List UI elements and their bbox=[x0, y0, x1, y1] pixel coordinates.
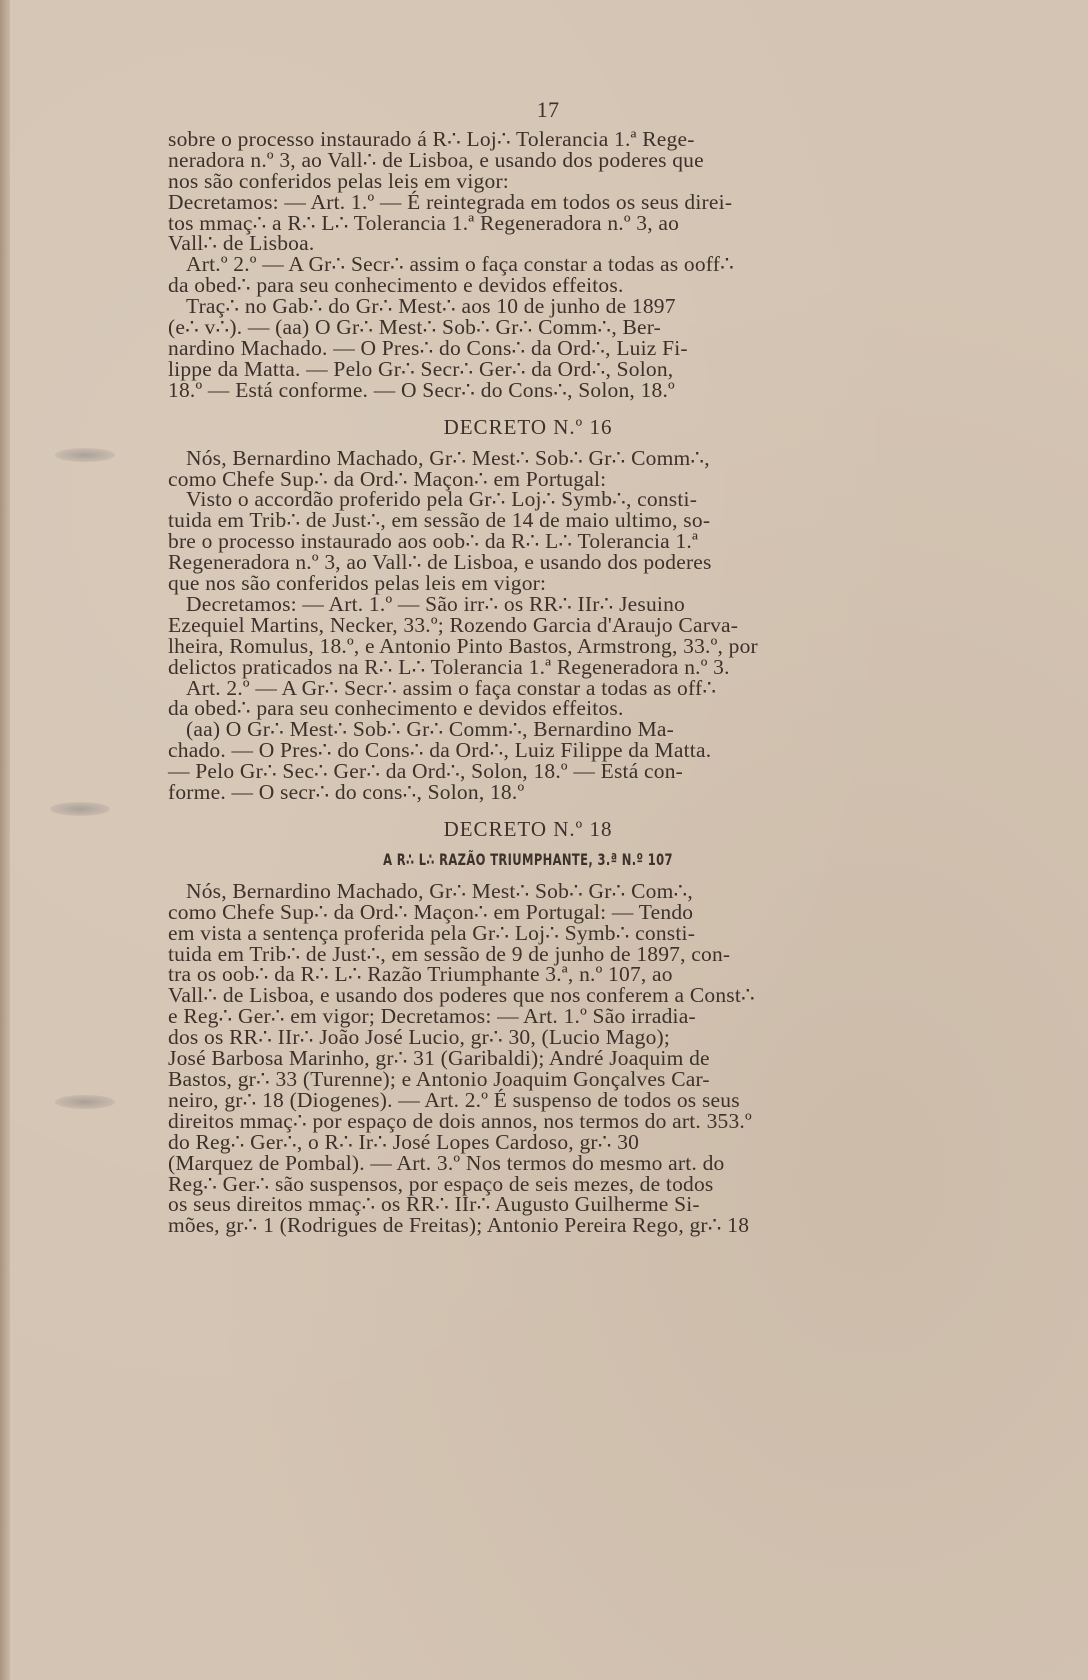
text-line: Vall∴ de Lisboa, e usando dos poderes que nos conferem a Const∴ bbox=[168, 983, 755, 1008]
text-line: Visto o accordão proferido pela Gr∴ Loj∴ Symb∴, consti- bbox=[186, 487, 698, 512]
text-line: tuida em Trib∴ de Just∴, em sessão de 9 de junho de 1897, con- bbox=[168, 941, 731, 966]
text-line: os seus direitos mmaç∴ os RR∴ IIr∴ Augusto Guilherme Si- bbox=[168, 1192, 700, 1217]
text-line: — Pelo Gr∴ Sec∴ Ger∴ da Ord∴, Solon, 18.º — Está con- bbox=[168, 759, 684, 784]
text-line: Decretamos: — Art. 1.º — São irr∴ os RR∴ IIr∴ Jesuino bbox=[186, 591, 685, 616]
text-line: mões, gr∴ 1 (Rodrigues de Freitas); Antonio Pereira Rego, gr∴ 18 bbox=[168, 1213, 750, 1238]
ink-stain bbox=[50, 802, 110, 816]
text-line: como Chefe Sup∴ da Ord∴ Maçon∴ em Portugal: — Tendo bbox=[168, 899, 694, 924]
text-line: como Chefe Sup∴ da Ord∴ Maçon∴ em Portugal: bbox=[168, 466, 607, 491]
text-line: chado. — O Pres∴ do Cons∴ da Ord∴, Luiz Filippe da Matta. bbox=[168, 738, 712, 763]
text-line: 18.º — Está conforme. — O Secr∴ do Cons∴, Solon, 18.º bbox=[168, 377, 675, 402]
text-line: em vista a sentença proferida pela Gr∴ Loj∴ Symb∴ consti- bbox=[168, 920, 696, 945]
text-line: Ezequiel Martins, Necker, 33.º; Rozendo Garcia d'Araujo Carva- bbox=[168, 612, 739, 637]
text-line: forme. — O secr∴ do cons∴, Solon, 18.º bbox=[168, 780, 525, 805]
text-line: José Barbosa Marinho, gr∴ 31 (Garibaldi); André Joaquim de bbox=[168, 1046, 710, 1071]
text-line: neiro, gr∴ 18 (Diogenes). — Art. 2.º É suspenso de todos os seus bbox=[168, 1087, 740, 1112]
text-line: Traç∴ no Gab∴ do Gr∴ Mest∴ aos 10 de junho de 1897 bbox=[186, 294, 676, 319]
ink-stain bbox=[55, 448, 115, 462]
text-line: sobre o processo instaurado á R∴ Loj∴ Tolerancia 1.ª Rege- bbox=[168, 126, 695, 151]
text-line: direitos mmaç∴ por espaço de dois annos, nos termos do art. 353.º bbox=[168, 1108, 752, 1133]
text-line: do Reg∴ Ger∴, o R∴ Ir∴ José Lopes Cardoso, gr∴ 30 bbox=[168, 1129, 640, 1154]
text-line: tra os oob∴ da R∴ L∴ Razão Triumphante 3.ª, n.º 107, ao bbox=[168, 962, 673, 987]
text-line: da obed∴ para seu conhecimento e devidos effeitos. bbox=[168, 696, 624, 721]
text-line: Regeneradora n.º 3, ao Vall∴ de Lisboa, e usando dos poderes bbox=[168, 550, 712, 575]
text-line: Reg∴ Ger∴ são suspensos, por espaço de seis mezes, de todos bbox=[168, 1171, 714, 1196]
text-line: delictos praticados na R∴ L∴ Tolerancia 1.ª Regeneradora n.º 3. bbox=[168, 654, 730, 679]
text-line: Nós, Bernardino Machado, Gr∴ Mest∴ Sob∴ Gr∴ Comm∴, bbox=[186, 445, 710, 470]
decree-18-heading: DECRETO N.º 18 bbox=[443, 817, 613, 841]
text-line: e Reg∴ Ger∴ em vigor; Decretamos: — Art. 1.º São irradia- bbox=[168, 1004, 696, 1029]
text-line: (Marquez de Pombal). — Art. 3.º Nos termos do mesmo art. do bbox=[168, 1150, 725, 1175]
decree-16-heading: DECRETO N.º 16 bbox=[443, 414, 613, 439]
text-column bbox=[168, 97, 888, 1238]
decree-18-subheading: A R∴ L∴ RAZÃO TRIUMPHANTE, 3.ª N.º 107 bbox=[383, 849, 673, 869]
text-line: Decretamos: — Art. 1.º — É reintegrada em todos os seus direi- bbox=[168, 189, 733, 214]
page-edge bbox=[0, 0, 10, 1680]
text-line: tos mmaç∴ a R∴ L∴ Tolerancia 1.ª Regeneradora n.º 3, ao bbox=[168, 210, 680, 235]
text-line: (e∴ v∴). — (aa) O Gr∴ Mest∴ Sob∴ Gr∴ Comm∴, Ber- bbox=[168, 315, 662, 340]
text-line: (aa) O Gr∴ Mest∴ Sob∴ Gr∴ Comm∴, Bernardino Ma- bbox=[186, 717, 675, 742]
text-line: nardino Machado. — O Pres∴ do Cons∴ da Ord∴, Luiz Fi- bbox=[168, 335, 688, 360]
text-line: Vall∴ de Lisboa. bbox=[168, 231, 315, 256]
page-number: 17 bbox=[536, 97, 560, 122]
text-line: Bastos, gr∴ 33 (Turenne); e Antonio Joaquim Gonçalves Car- bbox=[168, 1066, 710, 1091]
decree-15-body bbox=[168, 126, 888, 402]
text-line: lippe da Matta. — Pelo Gr∴ Secr∴ Ger∴ da Ord∴, Solon, bbox=[168, 356, 674, 381]
text-line: lheira, Romulus, 18.º, e Antonio Pinto Bastos, Armstrong, 33.º, por bbox=[168, 633, 758, 658]
text-line: bre o processo instaurado aos oob∴ da R∴ L∴ Tolerancia 1.ª bbox=[168, 529, 699, 554]
text-line: Art.º 2.º — A Gr∴ Secr∴ assim o faça constar a todas as ooff∴ bbox=[186, 252, 735, 277]
text-line: nos são conferidos pelas leis em vigor: bbox=[168, 168, 509, 193]
text-line: tuida em Trib∴ de Just∴, em sessão de 14 de maio ultimo, so- bbox=[168, 508, 711, 533]
text-line: neradora n.º 3, ao Vall∴ de Lisboa, e usando dos poderes que bbox=[168, 147, 704, 172]
decree-16-body bbox=[168, 445, 888, 805]
ink-stain bbox=[55, 1095, 115, 1109]
text-line: Nós, Bernardino Machado, Gr∴ Mest∴ Sob∴ Gr∴ Com∴, bbox=[186, 878, 693, 903]
decree-18-body bbox=[168, 878, 888, 1238]
text-line: da obed∴ para seu conhecimento e devidos effeitos. bbox=[168, 273, 624, 298]
text-line: Art. 2.º — A Gr∴ Secr∴ assim o faça constar a todas as off∴ bbox=[186, 675, 717, 700]
text-line: que nos são conferidos pelas leis em vigor: bbox=[168, 571, 547, 596]
text-line: dos os RR∴ IIr∴ João José Lucio, gr∴ 30, (Lucio Mago); bbox=[168, 1025, 671, 1050]
